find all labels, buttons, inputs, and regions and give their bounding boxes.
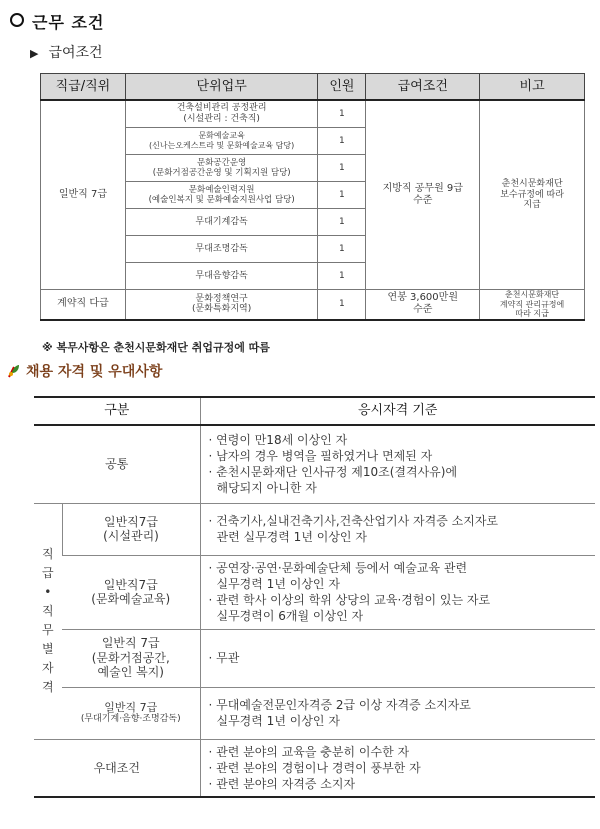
section2-title (8, 361, 162, 381)
criteria-line: · 관련 분야의 자격증 소지자 (208, 776, 356, 791)
triangle-bullet-icon: ▶ (30, 47, 39, 60)
job-label-line: (무대기계·음향·조명감독) (80, 714, 181, 725)
section1-subtitle-text: 급여조건 (48, 45, 103, 61)
col-header: 인원 (318, 74, 366, 101)
remark-line: 계약직 관리규정에 (499, 299, 565, 309)
grade-text: 일반직 7급 (58, 189, 108, 200)
duty-line: 문화예술교육 (198, 131, 245, 141)
col-header: 비고 (480, 74, 585, 101)
duty-line: (시설관리 : 건축직) (183, 114, 260, 124)
count-cell: 1 (318, 236, 366, 263)
circle-bullet-icon (10, 13, 24, 27)
remark-line: 지급 (523, 200, 541, 211)
preferred-criteria (200, 739, 595, 797)
criteria-line: · 무관 (208, 651, 240, 665)
pay-line: 지방직 공무원 9급 (382, 183, 463, 194)
duty-line: (문화거점공간운영 및 기획지원 담당) (152, 168, 291, 178)
duty-cell: 무대조명감독 (125, 236, 318, 263)
group-label (34, 503, 62, 739)
criteria-line: · 연령이 만18세 이상인 자 (208, 433, 348, 448)
pay-cell (366, 290, 480, 320)
pay-cell (366, 100, 480, 290)
duty-line: 문화정책연구 (195, 293, 248, 304)
job-criteria (200, 503, 595, 555)
duty-line: 건축설비관리 공정관리 (176, 103, 267, 114)
job-label-line: (시설관리) (103, 529, 159, 543)
preferred-label: 우대조건 (34, 739, 200, 797)
section1-title-text: 근무 조건 (32, 13, 105, 32)
job-label (62, 629, 200, 687)
duty-cell (125, 290, 318, 320)
count-cell: 1 (318, 290, 366, 320)
duty-cell (125, 182, 318, 209)
group-label-char: 별 (41, 642, 54, 656)
criteria-line: · 무대예술전문인자격증 2급 이상 자격증 소지자로 (208, 698, 471, 712)
job-label-line: 일반직7급 (103, 577, 158, 592)
group-label-char: 직 (41, 604, 54, 618)
group-label-char: 무 (41, 623, 54, 637)
job-label-line: 예술인 복지) (97, 665, 164, 680)
col-header: 구분 (34, 397, 200, 425)
duty-cell: 무대기계감독 (125, 209, 318, 236)
pay-line: 수준 (413, 304, 433, 316)
job-criteria (200, 687, 595, 739)
leaf-arrow-icon (8, 364, 20, 378)
col-header: 직급/직위 (41, 74, 126, 101)
criteria-line: · 관련 분야의 경험이나 경력이 풍부한 자 (208, 760, 421, 775)
duty-line: (신나는오케스트라 및 문화예술교육 담당) (149, 141, 295, 150)
job-label (62, 555, 200, 629)
section2-title-text: 채용 자격 및 우대사항 (26, 364, 163, 380)
criteria-line: 해당되지 아니한 자 (216, 481, 317, 496)
remark-cell (480, 290, 585, 320)
criteria-line: 실무경력 1년 이상인 자 (216, 714, 340, 728)
section1-title (10, 10, 104, 33)
criteria-line: · 건축기사,실내건축기사,건축산업기사 자격증 소지자로 (208, 514, 499, 528)
group-label-char: 급 (41, 566, 54, 580)
pay-line: 연봉 3,600만원 (387, 292, 458, 304)
remark-line: 보수규정에 따라 (500, 189, 564, 200)
criteria-line: · 남자의 경우 병역을 필하였거나 면제된 자 (208, 449, 433, 464)
criteria-line: · 공연장·공연·문화예술단체 등에서 예술교육 관련 (208, 561, 468, 575)
group-label-char: 직 (41, 547, 54, 561)
criteria-line: 실무경력이 6개월 이상인 자 (216, 609, 364, 623)
pay-line: 수준 (413, 195, 433, 206)
count-cell: 1 (318, 263, 366, 290)
job-label-line: 일반직7급 (103, 514, 158, 529)
group-label-char: 격 (41, 680, 54, 694)
criteria-line: 실무경력 1년 이상인 자 (216, 577, 340, 591)
remark-line: 따라 지급 (515, 309, 549, 319)
qualification-table (34, 396, 595, 798)
duty-line: 문화예술인력지원 (188, 184, 255, 195)
criteria-line: · 관련 학사 이상의 학위 상당의 교육·경험이 있는 자로 (208, 593, 491, 607)
job-label-line: 일반직 7급 (104, 701, 158, 714)
criteria-line: · 춘천시문화재단 인사규정 제10조(결격사유)에 (208, 465, 458, 480)
service-note: ※ 복무사항은 춘천시문화재단 취업규정에 따름 (42, 341, 270, 354)
col-header: 응시자격 기준 (200, 397, 595, 425)
common-criteria (200, 425, 595, 503)
job-label (62, 687, 200, 739)
job-label-line: (문화예술교육) (91, 592, 171, 606)
job-criteria (200, 629, 595, 687)
duty-cell (125, 128, 318, 155)
duty-line: (문화특화지역) (192, 304, 252, 315)
count-cell: 1 (318, 128, 366, 155)
group-label-char: • (44, 585, 52, 599)
job-label-line: (문화거점공간, (91, 650, 170, 665)
count-cell: 1 (318, 155, 366, 182)
remark-line: 춘천시문화재단 (501, 178, 563, 189)
job-label-line: 일반직 7급 (101, 636, 160, 651)
job-criteria (200, 555, 595, 629)
col-header: 급여조건 (366, 74, 480, 101)
grade-cell: 계약직 다급 (41, 290, 126, 320)
job-label (62, 503, 200, 555)
grade-cell (41, 100, 126, 290)
remark-line: 춘천시문화재단 (505, 290, 560, 299)
count-cell: 1 (318, 182, 366, 209)
criteria-line: 관련 실무경력 1년 이상인 자 (216, 530, 367, 544)
remark-cell (480, 100, 585, 290)
section1-subtitle (30, 42, 103, 62)
duty-line: 문화공간운영 (197, 157, 247, 168)
pay-conditions-table (40, 73, 585, 321)
common-label: 공통 (34, 425, 200, 503)
group-label-char: 자 (41, 661, 54, 675)
duty-line: (예술인복지 및 문화예술지원사업 담당) (148, 195, 295, 205)
count-cell: 1 (318, 100, 366, 128)
duty-cell: 무대음향감독 (125, 263, 318, 290)
duty-cell (125, 155, 318, 182)
col-header: 단위업무 (125, 74, 318, 101)
duty-cell (125, 100, 318, 128)
criteria-line: · 관련 분야의 교육을 충분히 이수한 자 (208, 744, 410, 759)
count-cell: 1 (318, 209, 366, 236)
